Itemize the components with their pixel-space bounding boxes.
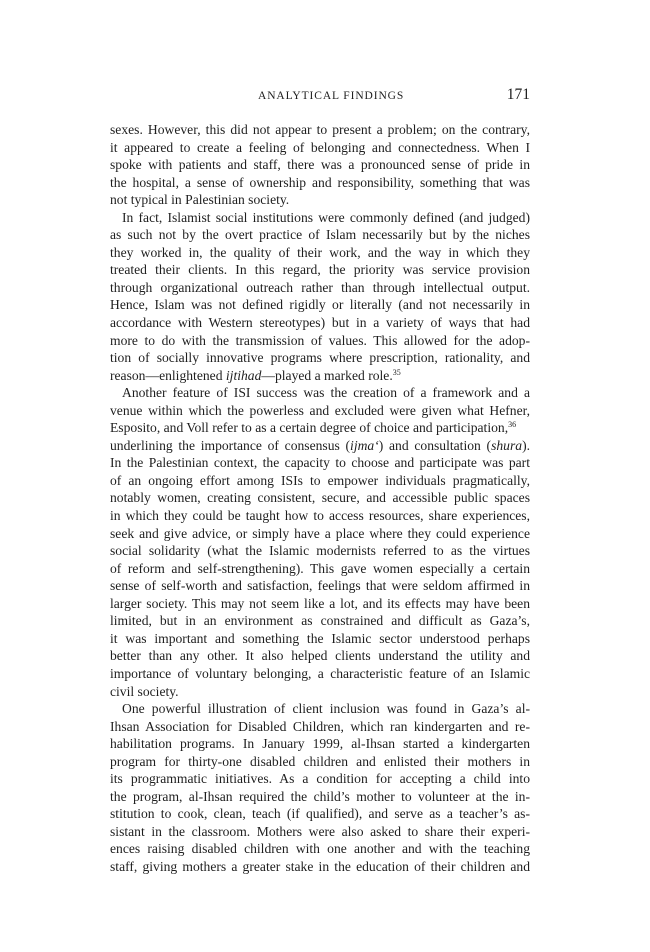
text-line: program for thirty-one disabled children and enlisted their mothers in [110,753,530,769]
text-line: the hospital, a sense of ownership and responsibility, something that was [110,174,530,190]
text-line: better than any other. It also helped clients understand the utility and [110,648,530,664]
text-line: ences raising disabled children with one another and with the teaching [110,841,530,857]
text-line: Ihsan Association for Disabled Children, which ran kindergarten and re- [110,718,530,734]
text-line: Another feature of ISI success was the creation of a framework and a [122,385,530,401]
text-line: limited, but in an environment as constrained and difficult as Gaza’s, [110,613,530,629]
text-line: through organizational outreach rather than through intellectual output. [110,279,530,295]
text-line: notably women, creating consistent, secure, and accessible public spaces [110,490,530,506]
footnote-marker: 35 [392,367,401,377]
text-line: staff, giving mothers a greater stake in the education of their children and [110,858,530,874]
text-line [110,367,530,385]
text-line: civil society. [110,683,179,699]
text-line: not typical in Palestinian society. [110,192,290,208]
page-header [110,86,530,108]
text-line: of reform and self-strengthening). This gave women especially a certain [110,560,530,576]
text-line: habilitation programs. In January 1999, al-Ihsan started a kindergarten [110,736,530,752]
text-line: accordance with Western stereotypes) but in a variety of ways that had [110,315,530,331]
text-line: it was important and something the Islamic sector understood perhaps [110,630,530,646]
text-line: more to do with the transmission of values. This allowed for the adop- [110,332,530,348]
text-segment: underlining the importance of consensus ( [110,437,351,453]
text-line: treated their clients. In this regard, the priority was service provision [110,262,530,278]
page-number: 171 [506,86,530,103]
text-line: In fact, Islamist social institutions were commonly defined (and judged) [122,209,530,225]
text-segment: ) and consultation ( [378,437,492,453]
text-segment: Esposito, and Voll refer to as a certain degree of choice and participation, [110,420,509,436]
text-segment: ). [522,437,530,453]
text-line: the program, al-Ihsan required the child’s mother to volunteer at the in- [110,788,530,804]
body-text [110,121,530,876]
text-line: social solidarity (what the Islamic modernists referred to as the virtues [110,543,530,559]
text-line: sexes. However, this did not appear to present a problem; on the contrary, [110,122,530,137]
text-line: as such not by the overt practice of Islam necessarily but by the niches [110,227,530,243]
text-line: its programmatic initiatives. As a condition for accepting a child into [110,771,530,787]
italic-term: ijtihad [225,367,262,383]
text-line: stitution to cook, clean, teach (if qualified), and serve as a teacher’s as- [110,806,530,822]
italic-term: shura [491,437,523,453]
text-line [110,419,530,437]
text-line: larger society. This may not seem like a lot, and its effects may have been [110,595,530,611]
text-segment: —played a marked role. [261,367,393,383]
text-line: venue within which the powerless and excluded were given what Hefner, [110,402,530,418]
footnote-marker: 36 [508,420,517,430]
text-line: they worked in, the quality of their work, and the way in which they [110,244,530,260]
text-line: spoke with patients and staff, there was a pronounced sense of pride in [110,157,530,173]
text-line: In the Palestinian context, the capacity to choose and participate was part [110,455,530,471]
text-line: sistant in the classroom. Mothers were also asked to share their experi- [110,823,530,839]
text-line: Hence, Islam was not defined rigidly or literally (and not necessarily in [110,297,530,313]
text-line [110,437,530,455]
text-line: in which they could be taught how to access resources, share experiences, [110,508,530,524]
text-line: of an ongoing effort among ISIs to empower individuals pragmatically, [110,472,530,488]
text-line: it appeared to create a feeling of belonging and connectedness. When I [110,139,530,155]
text-line: importance of voluntary belonging, a characteristic feature of an Islamic [110,665,530,681]
running-head: ANALYTICAL FINDINGS [258,90,405,102]
text-line: sense of self-worth and satisfaction, feelings that were seldom affirmed in [110,578,530,594]
italic-term: ijma‘ [350,437,379,453]
text-line: One powerful illustration of client inclusion was found in Gaza’s al- [122,701,530,717]
text-segment: reason—enlightened [110,367,226,383]
text-line: tion of socially innovative programs where prescription, rationality, and [110,350,530,366]
text-line: seek and give advice, or simply have a place where they could experience [110,525,530,541]
